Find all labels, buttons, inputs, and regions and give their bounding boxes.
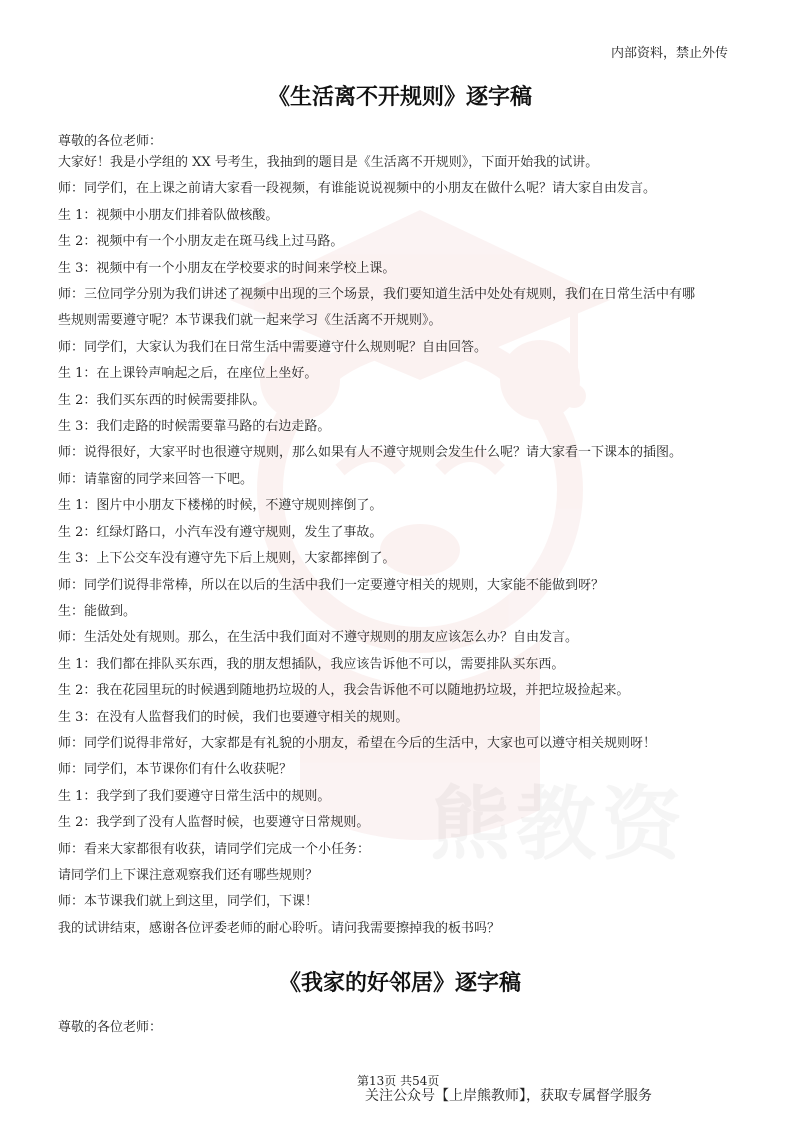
transcript-line: 生 1：在上课铃声响起之后，在座位上坐好。	[58, 366, 318, 382]
footer-promo-text: 关注公众号【上岸熊教师】，获取专属督学服务	[365, 1088, 652, 1104]
transcript-line: 生：能做到。	[58, 603, 137, 619]
transcript-line: 生 1：我学到了我们要遵守日常生活中的规则。	[58, 788, 331, 804]
transcript-lines	[58, 150, 748, 942]
transcript-line: 师：同学们，大家认为我们在日常生活中需要遵守什么规则呢？自由回答。	[58, 339, 488, 355]
transcript-line: 生 1：视频中小朋友们排着队做核酸。	[58, 207, 279, 223]
transcript-line: 生 1：图片中小朋友下楼梯的时候，不遵守规则摔倒了。	[58, 498, 383, 514]
transcript-line: 生 2：视频中有一个小朋友走在斑马线上过马路。	[58, 234, 344, 250]
section1-title: 《生活离不开规则》逐字稿	[267, 84, 532, 110]
transcript-line: 生 3：上下公交车没有遵守先下后上规则，大家都摔倒了。	[58, 551, 396, 567]
transcript-line: 师：同学们说得非常棒，所以在以后的生活中我们一定要遵守相关的规则，大家能不能做到呀？	[58, 577, 605, 593]
transcript-line: 师：生活处处有规则。那么，在生活中我们面对不遵守规则的朋友应该怎么办？自由发言。	[58, 630, 579, 646]
confidential-note: 内部资料，禁止外传	[610, 46, 728, 61]
section2-title: 《我家的好邻居》逐字稿	[278, 970, 521, 996]
transcript-line: 生 3：我们走路的时候需要靠马路的右边走路。	[58, 419, 331, 435]
transcript-line: 些规则需要遵守呢？本节课我们就一起来学习《生活离不开规则》。	[58, 313, 442, 329]
transcript-line: 生 3：在没有人监督我们的时候，我们也要遵守相关的规则。	[58, 709, 409, 725]
transcript-line: 请同学们上下课注意观察我们还有哪些规则？	[58, 867, 319, 883]
transcript-line: 师：同学们说得非常好，大家都是有礼貌的小朋友，希望在今后的生活中，大家也可以遵守相关规则呀！	[58, 735, 657, 751]
section1-salutation: 尊敬的各位老师：	[58, 134, 163, 149]
transcript-line: 师：说得很好，大家平时也很遵守规则，那么如果有人不遵守规则会发生什么呢？请大家看一下课本的插图。	[58, 445, 683, 461]
transcript-line: 生 2：我们买东西的时候需要排队。	[58, 392, 266, 408]
transcript-line: 师：请靠窗的同学来回答一下吧。	[58, 471, 254, 487]
transcript-line: 师：三位同学分别为我们讲述了视频中出现的三个场景，我们要知道生活中处处有规则，我们在日常生活中有哪	[58, 287, 696, 303]
transcript-line: 师：本节课我们就上到这里，同学们，下课！	[58, 894, 319, 910]
transcript-line: 生 2：我在花园里玩的时候遇到随地扔垃圾的人，我会告诉他不可以随地扔垃圾，并把垃圾捡起来。	[58, 683, 630, 699]
transcript-line: 师：同学们，在上课之前请大家看一段视频，有谁能说说视频中的小朋友在做什么呢？请大家自由发言。	[58, 181, 657, 197]
transcript-line: 生 2：我学到了没有人监督时候，也要遵守日常规则。	[58, 815, 370, 831]
transcript-line: 师：同学们，本节课你们有什么收获呢？	[58, 762, 293, 778]
transcript-line: 我的试讲结束，感谢各位评委老师的耐心聆听。请问我需要擦掉我的板书吗？	[58, 920, 501, 936]
section2-salutation: 尊敬的各位老师：	[58, 1020, 163, 1035]
transcript-line: 生 1：我们都在排队买东西，我的朋友想插队，我应该告诉他不可以，需要排队买东西。	[58, 656, 565, 672]
page-number: 第13页 共54页	[357, 1074, 440, 1088]
transcript-line: 生 3：视频中有一个小朋友在学校要求的时间来学校上课。	[58, 260, 396, 276]
transcript-line: 师：看来大家都很有收获，请同学们完成一个小任务：	[58, 841, 371, 857]
transcript-line: 大家好！我是小学组的 XX 号考生，我抽到的题目是《生活离不开规则》，下面开始我的试讲。	[58, 155, 599, 170]
transcript-line: 生 2：红绿灯路口，小汽车没有遵守规则，发生了事故。	[58, 524, 383, 540]
